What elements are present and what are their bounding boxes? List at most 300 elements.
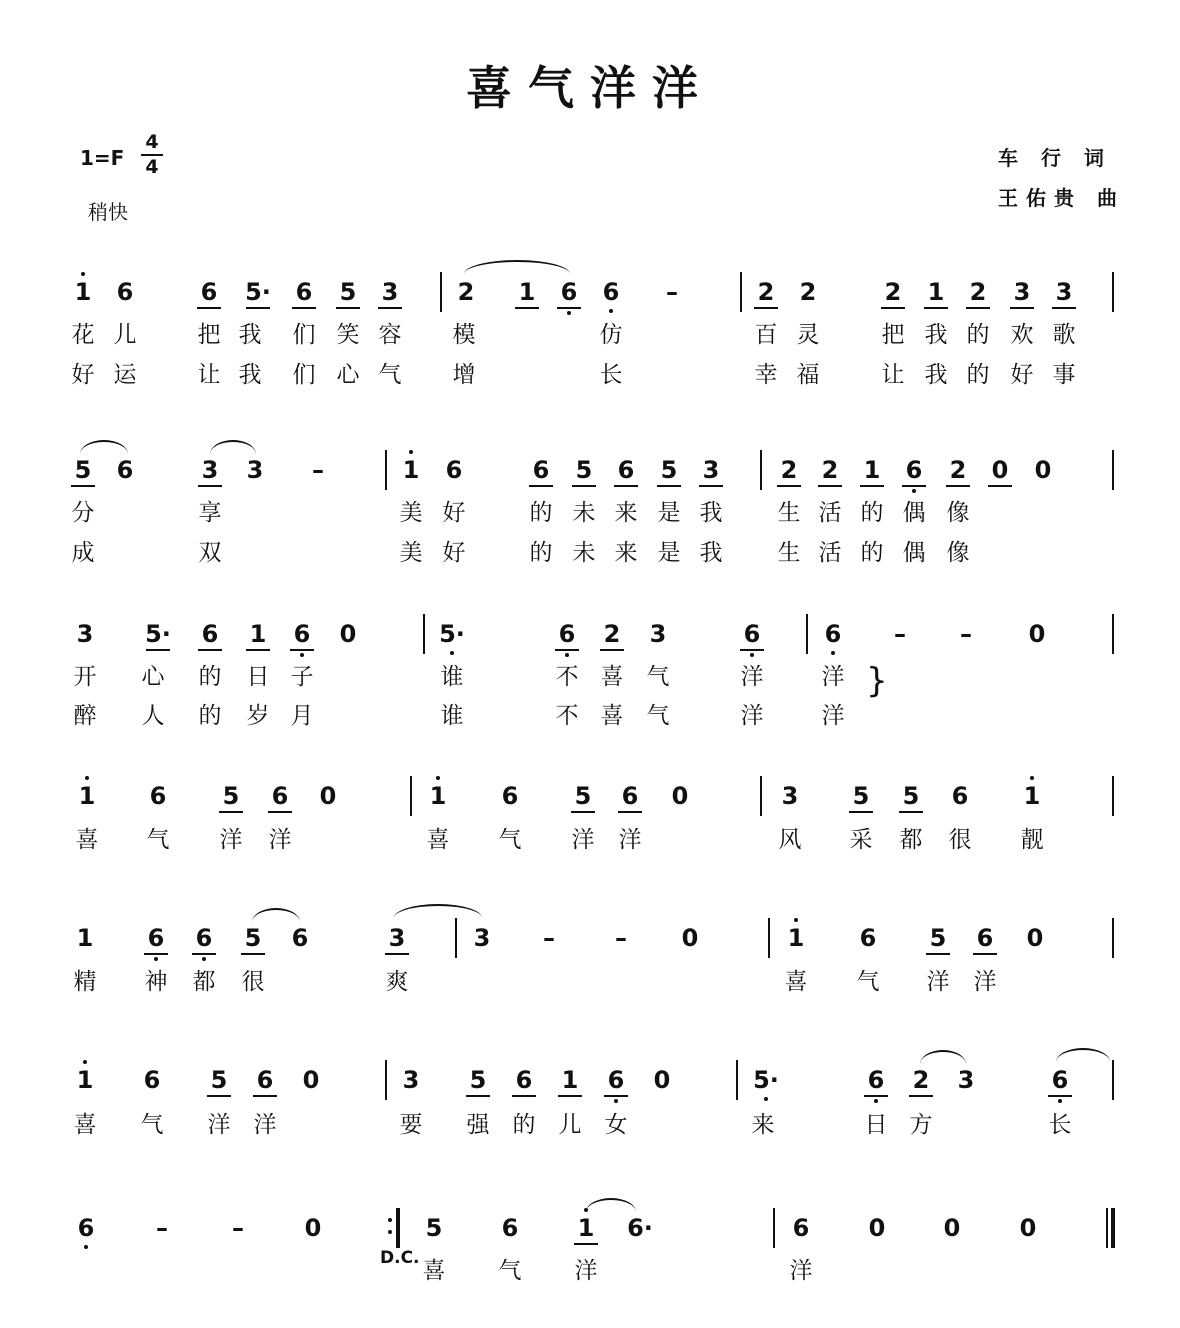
final-bar-thin bbox=[1106, 1208, 1108, 1248]
note: 3 bbox=[781, 782, 799, 810]
lyric-char: 增 bbox=[452, 362, 476, 388]
octave-dot-above bbox=[81, 272, 85, 276]
lyric-char: 洋 bbox=[821, 664, 845, 690]
repeat-dot bbox=[388, 1218, 392, 1222]
bar-line bbox=[410, 776, 412, 816]
note: 5· bbox=[753, 1066, 779, 1094]
lyric-char: 的 bbox=[966, 322, 990, 348]
note: 1 bbox=[1023, 782, 1041, 810]
note: 2 bbox=[821, 456, 839, 484]
note: 2 bbox=[884, 278, 902, 306]
tempo-marking: 稍快 bbox=[88, 200, 128, 224]
note: 1 bbox=[577, 1214, 595, 1242]
note: 5 bbox=[425, 1214, 443, 1242]
note: 5 bbox=[852, 782, 870, 810]
lyric-char: 容 bbox=[378, 322, 402, 348]
note: – bbox=[543, 924, 555, 952]
underline-beam bbox=[555, 649, 579, 651]
underline-beam bbox=[192, 953, 216, 955]
note: 3 bbox=[76, 620, 94, 648]
lyric-char: 生 bbox=[777, 540, 801, 566]
lyric-char: 洋 bbox=[821, 703, 845, 729]
note: 6 bbox=[501, 1214, 519, 1242]
brace: } bbox=[866, 661, 888, 701]
bar-line bbox=[385, 1060, 387, 1100]
lyric-char: 精 bbox=[73, 969, 97, 995]
dc-marking: D.C. bbox=[380, 1248, 420, 1268]
lyric-char: 喜 bbox=[784, 969, 808, 995]
lyric-char: 要 bbox=[399, 1112, 423, 1138]
underline-beam bbox=[864, 1095, 888, 1097]
note: 6 bbox=[824, 620, 842, 648]
note: 6 bbox=[743, 620, 761, 648]
octave-dot-below bbox=[300, 653, 304, 657]
bar-line bbox=[1112, 272, 1114, 312]
lyric-char: 幸 bbox=[754, 362, 778, 388]
underline-beam bbox=[1052, 307, 1076, 309]
lyric-char: 采 bbox=[849, 827, 873, 853]
underline-beam bbox=[604, 1095, 628, 1097]
lyric-char: 洋 bbox=[574, 1258, 598, 1284]
octave-dot-below bbox=[565, 653, 569, 657]
octave-dot-below bbox=[1058, 1099, 1062, 1103]
underline-beam bbox=[557, 307, 581, 309]
note: 0 bbox=[339, 620, 357, 648]
note: 1 bbox=[429, 782, 447, 810]
lyric-char: 气 bbox=[498, 827, 522, 853]
lyric-char: 气 bbox=[646, 703, 670, 729]
note: 6 bbox=[621, 782, 639, 810]
lyric-char: 百 bbox=[754, 322, 778, 348]
note: – bbox=[960, 620, 972, 648]
note: – bbox=[615, 924, 627, 952]
octave-dot-above bbox=[794, 918, 798, 922]
note: 6 bbox=[867, 1066, 885, 1094]
lyric-char: 来 bbox=[614, 540, 638, 566]
bar-line bbox=[760, 776, 762, 816]
lyric-char: 灵 bbox=[796, 322, 820, 348]
lyric-char: 我 bbox=[699, 500, 723, 526]
lyric-char: 醉 bbox=[73, 703, 97, 729]
underline-beam bbox=[657, 485, 681, 487]
note: 5 bbox=[222, 782, 240, 810]
note: 0 bbox=[653, 1066, 671, 1094]
lyric-char: 福 bbox=[796, 362, 820, 388]
note: – bbox=[894, 620, 906, 648]
lyric-char: 方 bbox=[909, 1112, 933, 1138]
underline-beam bbox=[385, 953, 409, 955]
note: 6 bbox=[792, 1214, 810, 1242]
octave-dot-above bbox=[409, 450, 413, 454]
slur bbox=[210, 440, 256, 454]
note: 6 bbox=[201, 620, 219, 648]
underline-beam bbox=[571, 811, 595, 813]
underline-beam bbox=[818, 485, 842, 487]
note: 6 bbox=[116, 278, 134, 306]
lyric-char: 月 bbox=[290, 703, 314, 729]
octave-dot-below bbox=[831, 651, 835, 655]
slur bbox=[394, 904, 482, 918]
octave-dot-below bbox=[609, 309, 613, 313]
note: 6 bbox=[607, 1066, 625, 1094]
lyric-char: 让 bbox=[881, 362, 905, 388]
note: 6 bbox=[200, 278, 218, 306]
note: 6 bbox=[116, 456, 134, 484]
note: 6 bbox=[291, 924, 309, 952]
note: 3 bbox=[649, 620, 667, 648]
lyric-char: 神 bbox=[144, 969, 168, 995]
octave-dot-below bbox=[450, 651, 454, 655]
lyric-char: 享 bbox=[198, 500, 222, 526]
note: 1 bbox=[74, 278, 92, 306]
note: 2 bbox=[912, 1066, 930, 1094]
note: 2 bbox=[949, 456, 967, 484]
note: 3 bbox=[201, 456, 219, 484]
lyric-char: 把 bbox=[197, 322, 221, 348]
bar-line bbox=[440, 272, 442, 312]
underline-beam bbox=[197, 307, 221, 309]
lyric-char: 心 bbox=[336, 362, 360, 388]
octave-dot-below bbox=[202, 957, 206, 961]
underline-beam bbox=[1010, 307, 1034, 309]
octave-dot-below bbox=[567, 311, 571, 315]
lyric-char: 双 bbox=[198, 540, 222, 566]
note: 6 bbox=[501, 782, 519, 810]
lyric-char: 我 bbox=[238, 322, 262, 348]
underline-beam bbox=[618, 811, 642, 813]
lyric-char: 我 bbox=[238, 362, 262, 388]
underline-beam bbox=[529, 485, 553, 487]
lyric-char: 的 bbox=[529, 500, 553, 526]
lyric-char: 把 bbox=[881, 322, 905, 348]
lyric-char: 笑 bbox=[336, 322, 360, 348]
lyric-char: 的 bbox=[512, 1112, 536, 1138]
underline-beam bbox=[902, 485, 926, 487]
note: 6 bbox=[147, 924, 165, 952]
note: 3 bbox=[388, 924, 406, 952]
note: 6 bbox=[617, 456, 635, 484]
note: 6 bbox=[976, 924, 994, 952]
lyric-char: 事 bbox=[1052, 362, 1076, 388]
lyric-char: 长 bbox=[599, 362, 623, 388]
note: 2 bbox=[969, 278, 987, 306]
note: 5 bbox=[339, 278, 357, 306]
underline-beam bbox=[966, 307, 990, 309]
lyric-char: 好 bbox=[442, 540, 466, 566]
note: 2 bbox=[757, 278, 775, 306]
lyric-char: 洋 bbox=[253, 1112, 277, 1138]
lyric-char: 都 bbox=[192, 969, 216, 995]
lyric-char: 像 bbox=[946, 540, 970, 566]
lyric-char: 的 bbox=[860, 500, 884, 526]
lyric-char: 的 bbox=[198, 664, 222, 690]
note: 0 bbox=[991, 456, 1009, 484]
underline-beam bbox=[292, 307, 316, 309]
lyric-char: 日 bbox=[246, 664, 270, 690]
slur bbox=[586, 1198, 636, 1212]
note: 1 bbox=[927, 278, 945, 306]
lyric-char: 来 bbox=[751, 1112, 775, 1138]
lyric-char: 是 bbox=[657, 500, 681, 526]
lyric-char: 喜 bbox=[73, 1112, 97, 1138]
note: 6 bbox=[143, 1066, 161, 1094]
lyricist-credit: 车 行 词 bbox=[998, 146, 1112, 170]
underline-beam bbox=[849, 811, 873, 813]
underline-beam bbox=[336, 307, 360, 309]
note: 5· bbox=[145, 620, 171, 648]
underline-beam bbox=[246, 307, 270, 309]
lyric-char: 心 bbox=[141, 664, 165, 690]
underline-beam bbox=[600, 649, 624, 651]
time-signature-top: 4 bbox=[145, 131, 159, 153]
note: 6 bbox=[951, 782, 969, 810]
octave-dot-below bbox=[764, 1097, 768, 1101]
underline-beam bbox=[198, 649, 222, 651]
octave-dot-below bbox=[750, 653, 754, 657]
lyric-char: 风 bbox=[778, 827, 802, 853]
lyric-char: 喜 bbox=[600, 703, 624, 729]
note: 5 bbox=[929, 924, 947, 952]
lyric-char: 洋 bbox=[926, 969, 950, 995]
underline-beam bbox=[926, 953, 950, 955]
note: 2 bbox=[457, 278, 475, 306]
bar-line bbox=[736, 1060, 738, 1100]
note: 0 bbox=[671, 782, 689, 810]
lyric-char: 歌 bbox=[1052, 322, 1076, 348]
octave-dot-below bbox=[874, 1099, 878, 1103]
lyric-char: 让 bbox=[197, 362, 221, 388]
note: 0 bbox=[1026, 924, 1044, 952]
note: 1 bbox=[249, 620, 267, 648]
lyric-char: 我 bbox=[924, 362, 948, 388]
octave-dot-below bbox=[912, 489, 916, 493]
lyric-char: 的 bbox=[198, 703, 222, 729]
bar-line bbox=[1112, 450, 1114, 490]
note: 6· bbox=[627, 1214, 653, 1242]
repeat-dot bbox=[388, 1230, 392, 1234]
underline-beam bbox=[253, 1095, 277, 1097]
octave-dot-below bbox=[614, 1099, 618, 1103]
note: 6 bbox=[532, 456, 550, 484]
underline-beam bbox=[777, 485, 801, 487]
note: – bbox=[156, 1214, 168, 1242]
lyric-char: 分 bbox=[71, 500, 95, 526]
lyric-char: 偶 bbox=[902, 500, 926, 526]
underline-beam bbox=[268, 811, 292, 813]
lyric-char: 谁 bbox=[440, 703, 464, 729]
underline-beam bbox=[574, 1243, 598, 1245]
underline-beam bbox=[71, 485, 95, 487]
lyric-char: 洋 bbox=[219, 827, 243, 853]
octave-dot-above bbox=[83, 1060, 87, 1064]
underline-beam bbox=[207, 1095, 231, 1097]
bar-line bbox=[423, 614, 425, 654]
note: 1 bbox=[76, 924, 94, 952]
lyric-char: 谁 bbox=[440, 664, 464, 690]
note: 3 bbox=[702, 456, 720, 484]
underline-beam bbox=[198, 485, 222, 487]
note: 1 bbox=[863, 456, 881, 484]
note: 3 bbox=[246, 456, 264, 484]
lyric-char: 偶 bbox=[902, 540, 926, 566]
bar-line bbox=[385, 450, 387, 490]
lyric-char: 像 bbox=[946, 500, 970, 526]
lyric-char: 洋 bbox=[268, 827, 292, 853]
bar-line bbox=[1112, 614, 1114, 654]
note: 5 bbox=[660, 456, 678, 484]
lyric-char: 很 bbox=[241, 969, 265, 995]
note: 6 bbox=[195, 924, 213, 952]
lyric-char: 儿 bbox=[558, 1112, 582, 1138]
note: 6 bbox=[295, 278, 313, 306]
underline-beam bbox=[466, 1095, 490, 1097]
lyric-char: 我 bbox=[924, 322, 948, 348]
note: 2 bbox=[603, 620, 621, 648]
note: 3 bbox=[957, 1066, 975, 1094]
note: 3 bbox=[381, 278, 399, 306]
bar-line bbox=[1112, 1060, 1114, 1100]
note: 1 bbox=[76, 1066, 94, 1094]
note: 5 bbox=[902, 782, 920, 810]
lyric-char: 女 bbox=[604, 1112, 628, 1138]
note: 6 bbox=[445, 456, 463, 484]
lyric-char: 洋 bbox=[740, 703, 764, 729]
lyric-char: 仿 bbox=[599, 322, 623, 348]
note: 6 bbox=[77, 1214, 95, 1242]
lyric-char: 洋 bbox=[973, 969, 997, 995]
underline-beam bbox=[754, 307, 778, 309]
note: 1 bbox=[402, 456, 420, 484]
lyric-char: 洋 bbox=[571, 827, 595, 853]
lyric-char: 未 bbox=[572, 540, 596, 566]
note: 5 bbox=[244, 924, 262, 952]
note: 6 bbox=[905, 456, 923, 484]
bar-line bbox=[773, 1208, 775, 1248]
lyric-char: 生 bbox=[777, 500, 801, 526]
underline-beam bbox=[973, 953, 997, 955]
lyric-char: 开 bbox=[73, 664, 97, 690]
lyric-char: 气 bbox=[378, 362, 402, 388]
lyric-char: 好 bbox=[442, 500, 466, 526]
lyric-char: 好 bbox=[71, 362, 95, 388]
lyric-char: 气 bbox=[856, 969, 880, 995]
lyric-char: 的 bbox=[860, 540, 884, 566]
lyric-char: 爽 bbox=[385, 969, 409, 995]
lyric-char: 很 bbox=[948, 827, 972, 853]
time-signature-bottom: 4 bbox=[145, 156, 159, 178]
underline-beam bbox=[988, 485, 1012, 487]
lyric-char: 喜 bbox=[426, 827, 450, 853]
lyric-char: 不 bbox=[555, 664, 579, 690]
octave-dot-below bbox=[154, 957, 158, 961]
bar-line bbox=[768, 918, 770, 958]
slur bbox=[80, 440, 128, 454]
lyric-char: 洋 bbox=[789, 1258, 813, 1284]
note: 1 bbox=[787, 924, 805, 952]
note: – bbox=[232, 1214, 244, 1242]
note: 6 bbox=[1051, 1066, 1069, 1094]
lyric-char: 喜 bbox=[75, 827, 99, 853]
underline-beam bbox=[860, 485, 884, 487]
note: 0 bbox=[1028, 620, 1046, 648]
lyric-char: 欢 bbox=[1010, 322, 1034, 348]
note: 0 bbox=[1019, 1214, 1037, 1242]
bar-line bbox=[760, 450, 762, 490]
lyric-char: 模 bbox=[452, 322, 476, 348]
note: 6 bbox=[558, 620, 576, 648]
lyric-char: 长 bbox=[1048, 1112, 1072, 1138]
octave-dot-below bbox=[84, 1245, 88, 1249]
note: – bbox=[312, 456, 324, 484]
bar-line bbox=[1112, 776, 1114, 816]
note: 6 bbox=[149, 782, 167, 810]
note: 2 bbox=[799, 278, 817, 306]
lyric-char: 洋 bbox=[207, 1112, 231, 1138]
lyric-char: 洋 bbox=[618, 827, 642, 853]
note: 5 bbox=[574, 782, 592, 810]
note: 0 bbox=[319, 782, 337, 810]
lyric-char: 人 bbox=[141, 703, 165, 729]
note: 3 bbox=[402, 1066, 420, 1094]
note: – bbox=[666, 278, 678, 306]
underline-beam bbox=[146, 649, 170, 651]
lyric-char: 不 bbox=[555, 703, 579, 729]
underline-beam bbox=[246, 649, 270, 651]
song-title: 喜气洋洋 bbox=[466, 61, 714, 115]
slur bbox=[464, 260, 570, 274]
time-signature bbox=[141, 132, 163, 178]
lyric-char: 的 bbox=[966, 362, 990, 388]
octave-dot-above bbox=[85, 776, 89, 780]
underline-beam bbox=[909, 1095, 933, 1097]
note: 1 bbox=[561, 1066, 579, 1094]
underline-beam bbox=[515, 307, 539, 309]
lyric-char: 成 bbox=[71, 540, 95, 566]
bar-line bbox=[1112, 918, 1114, 958]
lyric-char: 子 bbox=[290, 664, 314, 690]
slur bbox=[920, 1050, 966, 1064]
bar-line bbox=[806, 614, 808, 654]
lyric-char: 气 bbox=[146, 827, 170, 853]
lyric-char: 都 bbox=[899, 827, 923, 853]
underline-beam bbox=[740, 649, 764, 651]
note: 5· bbox=[245, 278, 271, 306]
lyric-char: 日 bbox=[864, 1112, 888, 1138]
repeat-thick-bar bbox=[396, 1208, 400, 1248]
note: 5 bbox=[210, 1066, 228, 1094]
final-bar-thick bbox=[1111, 1208, 1115, 1248]
note: 0 bbox=[302, 1066, 320, 1094]
bar-line bbox=[740, 272, 742, 312]
note: 0 bbox=[943, 1214, 961, 1242]
lyric-char: 美 bbox=[399, 540, 423, 566]
underline-beam bbox=[946, 485, 970, 487]
underline-beam bbox=[924, 307, 948, 309]
note: 5 bbox=[74, 456, 92, 484]
underline-beam bbox=[699, 485, 723, 487]
note: 6 bbox=[602, 278, 620, 306]
lyric-char: 是 bbox=[657, 540, 681, 566]
note: 0 bbox=[304, 1214, 322, 1242]
lyric-char: 来 bbox=[614, 500, 638, 526]
note: 0 bbox=[1034, 456, 1052, 484]
composer-credit: 王佑贵 曲 bbox=[998, 186, 1125, 210]
underline-beam bbox=[512, 1095, 536, 1097]
note: 2 bbox=[780, 456, 798, 484]
lyric-char: 气 bbox=[498, 1258, 522, 1284]
lyric-char: 强 bbox=[466, 1112, 490, 1138]
note: 6 bbox=[293, 620, 311, 648]
